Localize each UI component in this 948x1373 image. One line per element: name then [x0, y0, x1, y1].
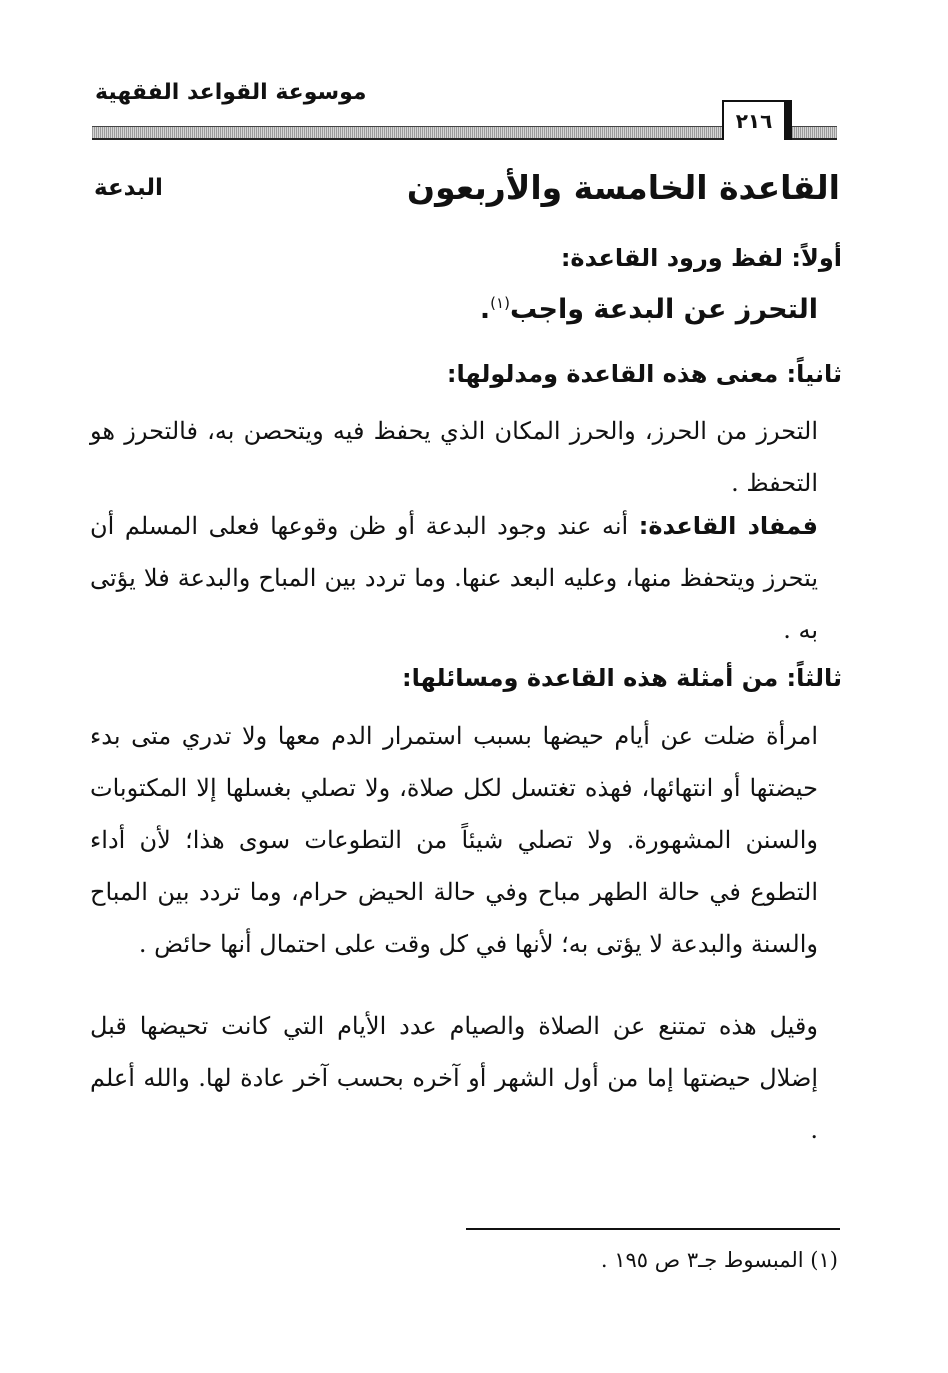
footnote-divider — [466, 1228, 840, 1230]
rule-statement — [480, 294, 818, 325]
purport-paragraph — [90, 500, 818, 656]
section-heading-second: ثانياً: معنى هذه القاعدة ومدلولها: — [446, 360, 842, 388]
page-number: ٢١٦ — [722, 100, 792, 140]
purport-label: فمفاد القاعدة: — [638, 512, 818, 540]
side-topic: البدعة — [94, 175, 163, 201]
rule-title: القاعدة الخامسة والأربعون — [406, 168, 840, 207]
section-heading-third: ثالثاً: من أمثلة هذه القاعدة ومسائلها: — [401, 664, 842, 692]
book-title: موسوعة القواعد الفقهية — [95, 80, 367, 105]
rule-text: التحرز عن البدعة واجب — [509, 294, 818, 325]
meaning-paragraph: التحرز من الحرز، والحرز المكان الذي يحفظ فيه ويتحصن به، فالتحرز هو التحفظ . — [90, 417, 819, 497]
example-paragraph-2: وقيل هذه تمتنع عن الصلاة والصيام عدد الأيام التي كانت تحيضها قبل إضلال حيضتها إما من أول الشهر أو آخره بحسب آخر عادة لها. والله أعلم . — [90, 1012, 818, 1144]
footnote-ref: (١) — [490, 294, 510, 312]
rule-end: . — [479, 294, 491, 325]
example-paragraph-1: امرأة ضلت عن أيام حيضها بسبب استمرار الدم معها ولا تدري متى بدء حيضتها أو انتهائها، فهذه تغتسل لكل صلاة، ولا تصلي بغسلها إلا المكتوبات والسنن المشهورة. ولا تصلي شيئاً من التطوعات سوى هذا؛ لأن أداء التطوع في حالة الطهر مباح وفي حالة الحيض حرام، وما تردد بين المباح والسنة والبدعة لا يؤتى به؛ لأنها في كل وقت على احتمال أنها حائض . — [90, 722, 818, 958]
section-heading-first: أولاً: لفظ ورود القاعدة: — [560, 244, 842, 272]
footnote: (١) المبسوط جـ٣ ص ١٩٥ . — [600, 1248, 838, 1272]
purport-text: أنه عند وجود البدعة أو ظن وقوعها فعلى المسلم أن يتحرز ويتحفظ منها، وعليه البعد عنها. وما تردد بين المباح والبدعة فلا يؤتى به . — [90, 512, 818, 644]
